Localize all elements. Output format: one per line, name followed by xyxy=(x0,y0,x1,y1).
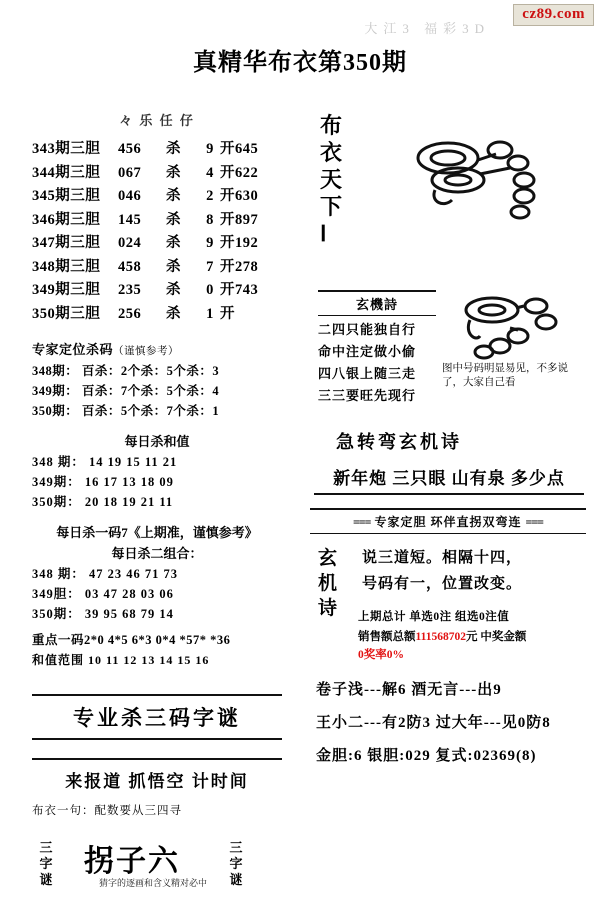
table-row xyxy=(32,137,282,158)
poem-line: 二四只能独自行 xyxy=(318,322,417,337)
ink-figure-bottom xyxy=(450,292,580,372)
stat-line: 上期总计 单选0注 组选0注值 xyxy=(358,611,510,623)
tail-block xyxy=(316,678,592,777)
row-killnum: 9 xyxy=(206,235,214,251)
row-killnum: 9 xyxy=(206,141,214,157)
table-row xyxy=(32,231,282,252)
tail-line: 王小二---有2防3 过大年---见0防8 xyxy=(316,715,551,731)
ink-blob-svg-1 xyxy=(400,130,570,250)
list-item: 350期： 20 18 19 21 11 xyxy=(32,494,174,509)
riddle-main-words: 拐子六 xyxy=(84,844,180,878)
sales-line xyxy=(358,628,526,644)
row-killnum: 0 xyxy=(206,282,214,298)
riddle-side-right: 三字谜 xyxy=(229,839,243,887)
row-open: 开897 xyxy=(220,211,259,228)
row-num: 067 xyxy=(118,164,142,181)
left-column xyxy=(32,110,282,916)
turn-poem-title: 急转弯玄机诗 xyxy=(336,432,462,452)
row-open: 开278 xyxy=(220,258,259,275)
poem-line: 四八银上随三走 xyxy=(318,366,417,381)
list-item: 349胆： 03 47 28 03 06 xyxy=(32,586,174,601)
bar-deco-left: === xyxy=(352,515,371,529)
poem-line: 说三道短。相隔十四， xyxy=(362,550,523,566)
faint-top-text: 大江3 福彩3D xyxy=(364,21,490,36)
row-kill: 杀 xyxy=(166,141,181,157)
table-row xyxy=(32,161,282,182)
row-period: 346期三胆 xyxy=(32,211,101,228)
row-num: 024 xyxy=(118,235,142,251)
row-num: 046 xyxy=(118,188,142,204)
row-killnum: 8 xyxy=(206,211,214,228)
sales-amount: 111568702 xyxy=(415,631,466,643)
sales-suffix: 元 中奖金额 xyxy=(465,631,527,643)
list-item: 350期： 39 95 68 79 14 xyxy=(32,606,174,621)
row-kill: 杀 xyxy=(166,305,181,322)
row-period: 344期三胆 xyxy=(32,164,101,181)
row-num: 458 xyxy=(118,258,142,275)
row-open: 开 xyxy=(220,305,235,322)
kill-title-note: （谨慎参考） xyxy=(113,345,180,357)
row-kill: 杀 xyxy=(166,164,181,181)
tail-line: 卷子浅---解6 酒无言---出9 xyxy=(316,682,502,698)
expert-bar-label: 专家定胆 环伴直拐双弯连 xyxy=(374,515,522,529)
code-section-title: 每日杀一码7《上期准，谨慎参考》 xyxy=(56,524,258,540)
turn-riddle-line: 新年炮 三只眼 山有泉 多少点 xyxy=(314,464,584,495)
row-kill: 杀 xyxy=(166,211,181,228)
focus-code-row: 重点一码2*0 4*5 6*3 0*4 *57* *36 xyxy=(32,632,231,647)
image-note: 图中号码明显易见，不多说了，大家自己看 xyxy=(442,363,568,388)
left-brush-header: 々 乐 任 仔 xyxy=(119,113,195,128)
row-period: 348期三胆 xyxy=(32,258,101,275)
riddle-side-left: 三字谜 xyxy=(39,839,53,887)
kill-section-title xyxy=(32,339,282,358)
row-period: 349期三胆 xyxy=(32,282,101,298)
row-kill: 杀 xyxy=(166,258,181,275)
table-row xyxy=(32,208,282,229)
watermark-badge: cz89.com xyxy=(513,4,594,26)
row-killnum: 7 xyxy=(206,258,214,275)
sum-range-row: 和值范围 10 11 12 13 14 15 16 xyxy=(32,652,210,667)
rate-value: 0奖率0% xyxy=(358,649,404,661)
row-kill: 杀 xyxy=(166,188,181,204)
rate-line xyxy=(358,646,404,662)
list-item: 349期： 百杀：7个杀：5个杀：4 xyxy=(32,383,220,398)
row-num: 456 xyxy=(118,141,142,157)
row-killnum: 4 xyxy=(206,164,214,181)
table-row xyxy=(32,184,282,205)
list-item: 349期： 16 17 13 18 09 xyxy=(32,474,174,489)
row-num: 235 xyxy=(118,282,142,298)
xuanji-poem-box xyxy=(318,290,436,404)
sales-label: 销售额总额 xyxy=(358,631,416,643)
row-open: 开622 xyxy=(220,164,259,181)
buyi-note: 布衣一句：配数要从三四寻 xyxy=(32,804,182,817)
row-kill: 杀 xyxy=(166,235,181,251)
xuanji-vertical-label: 玄机诗 xyxy=(318,548,338,619)
sum-section-title: 每日杀和值 xyxy=(124,433,190,449)
list-item: 348 期： 14 19 15 11 21 xyxy=(32,454,178,469)
page-title: 真精华布衣第350期 xyxy=(193,50,407,76)
main-poem-block xyxy=(362,546,582,598)
row-open: 开630 xyxy=(220,188,259,204)
poem-line: 三三要旺先现行 xyxy=(318,388,417,403)
ink-blob-svg-2 xyxy=(450,292,580,372)
list-item: 350期： 百杀：5个杀：7个杀：1 xyxy=(32,403,220,418)
expert-bar xyxy=(310,508,586,534)
bar-deco-right: === xyxy=(525,515,544,529)
list-item: 348 期： 47 23 46 71 73 xyxy=(32,566,179,581)
table-row xyxy=(32,255,282,276)
row-num: 145 xyxy=(118,211,142,228)
code-section-subtitle: 每日杀二组合： xyxy=(111,545,203,561)
table-row xyxy=(32,278,282,299)
kill-title-main: 专家定位杀码 xyxy=(32,341,114,357)
row-period: 347期三胆 xyxy=(32,235,101,251)
row-period: 350期三胆 xyxy=(32,305,101,322)
tail-line: 金胆:6 银胆:029 复式:02369(8) xyxy=(316,748,537,764)
row-open: 开192 xyxy=(220,235,259,251)
row-killnum: 1 xyxy=(206,305,214,322)
table-row xyxy=(32,302,282,323)
vertical-title: 布衣天下Ⅰ xyxy=(320,113,343,246)
list-item: 348期： 百杀：2个杀：5个杀：3 xyxy=(32,363,220,378)
three-word-riddle-block xyxy=(32,836,282,916)
row-num: 256 xyxy=(118,305,142,322)
row-open: 开743 xyxy=(220,282,259,298)
riddle-box-title: 专业杀三码字谜 xyxy=(32,694,282,740)
ink-figure-top xyxy=(400,130,570,250)
history-list xyxy=(32,137,282,323)
riddle-tiny-note: 猜字的逐画和含义精对必中 xyxy=(98,877,207,888)
row-period: 343期三胆 xyxy=(32,141,101,157)
xuanji-poem-title: 玄機詩 xyxy=(318,290,436,316)
poem-line: 命中注定做小偷 xyxy=(318,344,417,359)
row-open: 开645 xyxy=(220,141,259,157)
riddle-three-words: 来报道 抓悟空 计时间 xyxy=(32,758,282,792)
row-period: 345期三胆 xyxy=(32,188,101,204)
poem-line: 号码有一，位置改变。 xyxy=(362,576,523,592)
row-kill: 杀 xyxy=(166,282,181,298)
row-killnum: 2 xyxy=(206,188,214,204)
